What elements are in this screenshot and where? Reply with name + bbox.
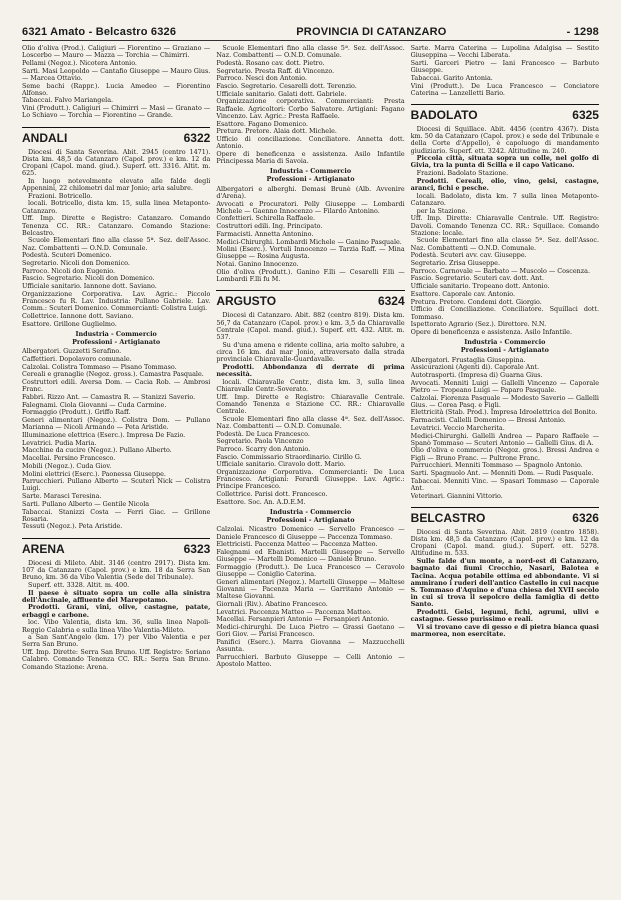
directory-entry: Esattore. Soc. An. A.D.E.M. xyxy=(216,497,306,506)
directory-entry: Esattore. Caporale cav. Antonio. xyxy=(410,289,516,298)
directory-entry: Podestà. De Luca Francesco. xyxy=(216,429,310,438)
town-description: Diocesi di Santa Severina. Abit. 2819 (centro 1858). Dista km. 48,5 da Catanzaro (Capol. prov.) e km. 12 da Cropani (Capol. mand. giud.). Superf. ett. 5278. Altitudine m. 533. xyxy=(410,527,599,558)
directory-entry: Confettieri. Schirella Raffaele. xyxy=(216,214,316,223)
directory-entry: Segretario. Paola Vincenzo xyxy=(216,437,304,446)
directory-entry: Cereali e granaglie (Negoz. gross.). Camastra Pasquale. xyxy=(22,370,204,379)
section-subheading: Professioni - Artigianato xyxy=(266,516,355,525)
section-heading: Industria - Commercio xyxy=(269,508,352,517)
town-heading xyxy=(216,290,404,308)
directory-entry: Uff. Imp. Dirette e Registro: Catanzaro. Comando Tenenza CC. RR.: Catanzaro. Comando Stazione: Belcastro. xyxy=(22,214,211,237)
directory-entry: Podestà. Scuteri Domenico. xyxy=(22,251,112,260)
directory-entry: Ufficiale sanitario. Tropeano dott. Antonio. xyxy=(410,282,550,291)
directory-entry: Costruttori edili. Aversa Dom. — Cacia Rob. — Ambrosi Franc. xyxy=(22,378,211,394)
town-description: Superf. ett. 3328. Altit. m. 400. xyxy=(28,580,130,589)
directory-entry: Esattore. Fagano Domenico. xyxy=(216,119,308,128)
directory-entry: Macchine da cucire (Negoz.). Pullano Alberto. xyxy=(22,446,172,455)
directory-entry: Ispettorato Agrario (Sez.). Direttore. N.N. xyxy=(410,320,547,329)
town-description: Scuole Elementari fino alla classe 4ª. Sez. dell'Assoc. Naz. Combattenti — O.N.D. Comunale. xyxy=(216,414,405,430)
town-heading xyxy=(411,507,599,525)
town-description: Su d'una amena e ridente collina, aria molto salubre, a circa 16 km. dal mar Jonio, attraversato dalla strada provinciale Chiaravalle-Guardavalle. xyxy=(216,340,405,364)
directory-entry: Calzolai. Fiorenza Pasquale — Modesto Saverio — Gallelli Gius. — Corea Pasq. e Figli. xyxy=(410,393,599,409)
town-code: 6322 xyxy=(183,130,211,145)
directory-entry: Segretario. Zrisa Giuseppe. xyxy=(410,259,501,268)
town-code: 6325 xyxy=(572,107,599,122)
directory-entry: Seme bachi (Rappr.). Lucia Amedeo — Fiorentino Alfonso. xyxy=(22,81,211,97)
directory-entry: Fascio. Commissario Straordinario. Cirillo G. xyxy=(216,452,362,461)
column-2 xyxy=(216,45,404,885)
town-description: Diocesi di Squillace. Abit. 4456 (centro 4367). Dista km. 50 da Catanzaro (Capol. prov.) e sede del Tribunale e della Corte d'Appello), è capoluogo di mandamento giudiziario. Superf. ett. 3242. Altitudine m. 240. xyxy=(410,124,599,155)
town-name: BADOLATO xyxy=(410,107,478,122)
directory-entry: Fascio. Segretario. Nicoli don Domenico. xyxy=(22,274,155,283)
directory-entry: Farmacisti. Callelli Domenico — Bressi Antonio. xyxy=(410,416,566,425)
directory-entry: Macellai. Persino Francesco. xyxy=(22,454,116,463)
directory-entry: Medici-Chirurghi. Gallelli Andrea — Paparo Raffaele — Spanò Tommaso — Scuteri Antonio — Gallelli Gius. di A. xyxy=(410,431,599,447)
directory-entry: Organizzazione Corporativa. Commercianti: De Luca Francesco. Artigiani: Ferardi Giuseppe. Lav. Agric.: Principe Francesco. xyxy=(216,468,405,491)
town-highlight: Prodotti. Cereali, olio, vino, gelsi, castagne, aranci, fichi e pesche. xyxy=(410,176,599,193)
town-name: ARGUSTO xyxy=(216,294,277,309)
directory-entry: Parroco. Carnovale — Barbato — Muscolo — Coscenza. xyxy=(410,266,590,275)
directory-entry: Ufficio di conciliazione. Conciliatore. Annetta dott. Antonio. xyxy=(216,134,405,151)
section-subheading: Professioni - Artigianato xyxy=(266,175,355,184)
directory-entry: Uff. Imp. Dirette e Registro: Chiaravalle Centrale. Comando Tenenza e Stazione CC. RR.: Chiaravalle Centrale. xyxy=(216,392,405,415)
directory-entry: Parrucchieri. Barbuto Giuseppe — Celli Antonio — Apostolo Matteo. xyxy=(216,652,405,669)
directory-entry: Levatrici. Pudia Maria. xyxy=(22,438,97,447)
header-left: 6321 Amato - Belcastro 6326 xyxy=(22,26,177,38)
directory-entry: Formaggio (Produtt.). De Luca Francesco — Ceravolo Giuseppe — Coniglio Caterina. xyxy=(216,563,405,579)
running-header xyxy=(22,26,599,41)
town-description: Scuole Elementari fino alla classe 5ª. Sez. dell'Assoc. Naz. Combattenti — O.N.D. Comunale. xyxy=(410,236,599,252)
directory-entry: Molini elettrici (Eserc.). Paonessa Giuseppe. xyxy=(22,469,166,478)
directory-entry: Ufficiale sanitario. Galati dott. Gabriele. xyxy=(216,89,347,98)
directory-entry: Levatrici. Veccio Marcherita. xyxy=(410,423,505,432)
town-name: BELCASTRO xyxy=(410,510,486,525)
directory-entry: Medici-Chirurghi. Lombardi Michele — Ganino Pasquale. xyxy=(216,237,402,246)
town-description: Scuole Elementari fino alla classe 5ª. Sez. dell'Assoc. Naz. Combattenti — O.N.D. Comunale. xyxy=(216,45,405,60)
directory-entry: Sarti. Pullano Alberto — Gentile Nicola xyxy=(22,499,150,508)
directory-entry: Farmacisti. Annetta Antonino. xyxy=(216,229,314,238)
directory-entry: Vini (Produtt.). Caligiuri — Chimirri — Masi — Granato — Lo Schiavo — Torchia — Fiorentino — Grande. xyxy=(22,104,211,120)
directory-entry: Ufficiale sanitario. Ciravolo dott. Mario. xyxy=(216,460,346,469)
directory-entry: Generi alimentari (Negoz.). Colistra Dom. — Pullano Marianna — Nicoli Armando — Peta Aristide. xyxy=(22,416,211,432)
town-description: locali. Botricello, dista km. 15, sulla linea Metaponto-Catanzaro. xyxy=(22,199,211,215)
directory-entry: Podestà. Scuteri avv. cav. Giuseppe. xyxy=(410,251,527,260)
directory-entry: Illuminazione elettrica (Eserc.). Impresa De Fazio. xyxy=(22,431,186,440)
town-highlight: Prodotti. Grani, vini, olive, castagne, patate, erbaggi e carbone. xyxy=(22,603,211,619)
town-description: a San Sant'Angelo (km. 17) per Vibo Valentia e per Serra San Bruno. xyxy=(22,633,211,649)
directory-entry: Podestà. Rosano cav. dott. Pietro. xyxy=(216,58,325,67)
town-description: Diocesi di Catanzaro. Abit. 882 (centro 819). Dista km. 56,7 da Catanzaro (Capol. prov.) e km. 3,5 da Chiaravalle Centrale (Capol. mand. giud.). Superf. ett. 432. Altit. m. 537. xyxy=(216,311,405,341)
town-description: locali. Chiaravalle Centr., dista km. 3, sulla linea Chiaravalle Centr.-Soverato. xyxy=(216,377,405,393)
town-description: per la Stazione. xyxy=(416,206,468,215)
town-heading xyxy=(22,538,210,556)
directory-entry: Parroco. Nesci don Antonio. xyxy=(216,74,307,83)
town-description: Diocesi di Santa Severina. Abit. 2945 (centro 1471). Dista km. 48,5 da Catanzaro (Capol. prov.) e km. 12 da Cropani (Capol. mand. giud.). Superf. ett. 3316. Altit. m. 625. xyxy=(22,147,211,178)
directory-entry: Opere di beneficenza e assistenza. Asilo Infantile. xyxy=(410,327,572,336)
town-heading xyxy=(411,104,599,122)
section-subheading: Professioni - Artigianato xyxy=(460,346,549,355)
town-description: Diocesi di Mileto. Abit. 3146 (centro 2917). Dista km. 107 da Catanzaro (Capol. prov.) e km. 18 da Serra San Bruno, km. 36 da Vibo Valentia (Sede del Tribunale). xyxy=(22,558,211,582)
directory-entry: Pretura. Pretore. Condemi dott. Giorgio. xyxy=(410,297,542,306)
directory-entry: Mobili (Negoz.). Cuda Giov. xyxy=(22,461,112,470)
directory-entry: Tabaccai. Falvo Mariangela. xyxy=(22,96,114,105)
directory-entry: Sarte. Marasci Teresina. xyxy=(22,492,102,501)
directory-entry: Assicurazioni (Agenti di). Caporale Ant. xyxy=(410,363,540,372)
town-highlight: Sulle falde d'un monte, a nord-est di Catanzaro, bagnato dai fiumi Crocchio, Nasari, Balotea e Tacina. Acqua potabile ottima ed abbondante. Vi si ammirano i ruderi dell'antico Castello in cui nacque S. Tommaso d'Aquino e d'una chiesa del XVII secolo in cui si trova il sepolcro della famiglia di detto Santo. xyxy=(410,557,599,609)
directory-entry: Sarti. Garceri Pietro — Iani Francesco — Barbuto Giuseppe. xyxy=(410,58,599,75)
directory-entry: Olio d'oliva e commercio (Negoz. gros.). Bressi Andrea e Figli — Bruno Franc. — Pultrone Franc. xyxy=(410,446,599,462)
town-description: Frazioni. Botricello. xyxy=(28,191,93,200)
section-heading: Industria - Commercio xyxy=(269,167,352,176)
directory-entry: Parroco. Scarry don Antonio. xyxy=(216,444,311,453)
section-heading: Industria - Commercio xyxy=(464,338,546,347)
header-right: - 1298 xyxy=(566,26,599,38)
directory-entry: Molini (Eserc.). Vortuli Innocenzo — Tarzia Raff. — Mina Giuseppe — Rosina Augusta. xyxy=(216,245,405,261)
directory-entry: Panifici (Eserc.). Marra Giovanna — Mazzucchelli Assunta. xyxy=(216,638,405,654)
directory-entry: Pretura. Pretore. Alaia dott. Michele. xyxy=(216,127,337,136)
directory-entry: Generi alimentari (Negoz.). Martelli Giuseppe — Maltese Giovanni — Pacenza Maria — Garritano Antonio — Maltese Giovanni. xyxy=(216,577,405,601)
town-highlight: Il paese è situato sopra un colle alla sinistra dell'Ancinale, affluente del Marepotamo. xyxy=(22,588,211,604)
directory-entry: Fascio. Segretario. Scuteri cav. dott. Ant. xyxy=(410,274,544,283)
directory-entry: Segretario. Nicoli don Domenico. xyxy=(22,259,130,268)
town-code: 6323 xyxy=(183,541,211,556)
directory-entry: Albergatori. Frustaglia Giuseppina. xyxy=(410,355,526,364)
town-name: ANDALI xyxy=(22,130,68,145)
directory-entry: Tabaccai. Menniti Vinc. — Spasari Tommaso — Caporale Ant. xyxy=(410,476,599,492)
directory-entry: Calzolai. Colistra Tommaso — Pisano Tommaso. xyxy=(22,362,177,371)
directory-entry: Sarti. Masi Leopoldo — Cantafio Giuseppe — Mauro Gius. — Marcea Ottavio. xyxy=(22,66,211,82)
town-description: loc. Vibo Valentia, dista km. 36, sulla linea Napoli-Reggio Calabria e sulla linea Vibo Valentia-Mileto. xyxy=(22,618,211,634)
header-center: PROVINCIA DI CATANZARO xyxy=(296,26,447,38)
directory-entry: Collettrice. Iannone dott. Saviano. xyxy=(22,312,134,320)
town-highlight: Piccola città, situata sopra un colle, nel golfo di Givia, tra la punta di Scilla e il capo Vaticano. xyxy=(410,154,599,170)
directory-entry: Parrucchieri. Menniti Tommaso — Spagnolo Antonio. xyxy=(410,461,583,470)
directory-entry: Albergatori. Guzzetti Serafino. xyxy=(22,347,122,356)
section-heading: Industria - Commercio xyxy=(75,329,157,338)
town-code: 6326 xyxy=(572,510,599,525)
directory-entry: Tessuti (Negoz.). Peta Aristide. xyxy=(22,522,123,531)
directory-entry: Avvocati. Menniti Luigi — Gallelli Vincenzo — Caporale Pietro — Tropeano Luigi — Paparo Pasquale. xyxy=(410,378,599,394)
directory-entry: Uff. Imp. Dirette: Serra San Bruno. Uff. Registro: Soriano Calabro. Comando Tenenza CC. RR.: Serra San Bruno. Comando Stazione: Arena. xyxy=(22,648,211,671)
directory-entry: Autotrasporti. (Impresa di) Guarna Gius. xyxy=(410,370,543,379)
directory-entry: Falegnami. Ciola Giovanni — Cuda Carmine. xyxy=(22,400,167,409)
directory-entry: Uff. Imp. Dirette: Chiaravalle Centrale. Uff. Registro: Davoli. Comando Tenenza CC. RR.: Squillace. Comando Stazione: locale. xyxy=(410,214,599,237)
directory-entry: Ufficio di Conciliazione. Conciliatore. Squillaci dott. Tommaso. xyxy=(410,305,599,321)
column-1 xyxy=(22,45,210,885)
town-description: locali. Badolato, dista km. 7 sulla linea Metaponto-Catanzaro. xyxy=(410,191,599,207)
directory-entry: Calzolai. Nicastro Domenico — Servello Francesco — Daniele Francesco di Giuseppe — Paccenza Tommaso. xyxy=(216,525,405,541)
directory-entry: Ufficiale sanitario. Iannone dott. Saviano. xyxy=(22,282,157,291)
directory-entry: Esattore. Grillone Guglielmo. xyxy=(22,319,117,328)
column-3 xyxy=(411,45,599,885)
directory-entry: Segretario. Presta Raff. di Vincenzo. xyxy=(216,66,335,75)
directory-entry: Olio d'oliva (Produtt.). Ganino F.lli — Cesarelli F.lli — Lombardi F.lli fu M. xyxy=(216,267,405,284)
directory-entry: Sarti. Spagnuolo Ant. — Menniti Dom. — Rudi Pasquale. xyxy=(410,469,594,478)
directory-entry: Costruttori edili. Ing. Principato. xyxy=(216,222,323,231)
directory-entry: Albergatori e alberghi. Demasi Brunè (Alb. Avvenire d'Arena). xyxy=(216,184,405,200)
town-description: In luogo notevolmente elevato alle falde degli Appennini, 22 chilometri dal mar Jonio; aria salubre. xyxy=(22,176,211,193)
directory-entry: Olio d'oliva (Prod.). Caligiuri — Fiorentino — Graziano — Loscerbo — Mauro — Mazza — Torchia — Chimirri. xyxy=(22,45,211,60)
town-description: Scuole Elementari fino alla classe 5ª. Sez. dell'Assoc. Naz. Combattenti — O.N.D. Comunale. xyxy=(22,236,211,252)
directory-entry: Medici-chirurghi. De Luca Pietro — Grassi Gaetano — Gori Giov. — Parisi Francesco. xyxy=(216,623,405,639)
directory-entry: Parrucchieri. Pullano Alberto — Scuteri Nick — Colistra Luigi. xyxy=(22,477,211,493)
directory-entry: Organizzazione Corporativa. Lav. Agric.: Piccolo Francesco fu R. Lav. Industria: Pullano Gabriele. Lav. Comm.: Scuteri Domenico. Commercianti: Colistra Luigi. xyxy=(22,289,211,313)
directory-entry: Elettricisti. Paccenza Matteo — Paccenza Matteo. xyxy=(216,540,378,549)
directory-entry: Parroco. Nicoli don Eugenio. xyxy=(22,266,116,275)
town-name: ARENA xyxy=(22,541,65,556)
directory-entry: Fascio. Segretario. Cesarelli dott. Terenzio. xyxy=(216,82,357,91)
directory-entry: Sarte. Marra Caterina — Lupolina Adalgisa — Sestito Giuseppina — Vecchi Liberata. xyxy=(410,45,599,60)
directory-entry: Giornali (Riv.). Abatino Francesco. xyxy=(216,600,328,609)
directory-entry: Caffettieri. Dopolavoro comunale. xyxy=(22,355,132,364)
directory-entry: Veterinari. Giannini Vittorio. xyxy=(410,491,503,500)
directory-entry: Macellai. Fersanpieri Antonio — Fersanpieri Antonio. xyxy=(216,615,390,624)
town-description: Frazioni. Badolato Stazione. xyxy=(416,169,509,178)
directory-entry: Organizzazione corporativa. Commercianti: Presta Raffaele. Agricoltori: Corbo Salvatore. Artigiani: Fagano Vincenzo. Lav. Agric.: Presta Raffaele. xyxy=(216,97,405,120)
directory-entry: Pellami (Negoz.). Nicotera Antonio. xyxy=(22,58,137,67)
town-code: 6324 xyxy=(377,294,405,309)
directory-entry: Vini (Produtt.). De Luca Francesco — Conciatore Caterina — Lanzelletti Bario. xyxy=(410,81,599,97)
directory-entry: Avvocati e Procuratori. Pelly Giuseppe — Lombardi Michele — Gaenno Innocenzo — Filardo Antonino. xyxy=(216,199,405,215)
directory-entry: Notai. Ganino Innocenzo. xyxy=(216,260,299,269)
directory-entry: Elettricità (Stab. Prod.). Impresa Idroelettrica del Bonito. xyxy=(410,408,598,417)
directory-entry: Formaggio (Produtt.). Griffo Raff. xyxy=(22,408,131,417)
town-highlight: Prodotti. Gelsi, legumi, fichi, agrumi, ulivi e castagne. Gesso purissimo e reali. xyxy=(410,608,599,624)
town-highlight: Vi si trovano cave di gesso e di pietra bianca quasi marmorea, non esercitate. xyxy=(410,623,599,639)
directory-entry: Fabbri. Rizzo Ant. — Camastra R. — Stanizzi Saverio. xyxy=(22,393,196,402)
town-highlight: Prodotti. Abbondanza di derrate di prima necessità. xyxy=(216,362,405,378)
directory-entry: Tabaccai. Stanizzi Costa — Ferri Giac. — Grillone Rosaria. xyxy=(22,507,211,523)
directory-entry: Opere di beneficenza e assistenza. Asilo Infantile Principessa Maria di Savoia. xyxy=(216,149,405,166)
directory-entry: Collettrice. Parisi dott. Francesco. xyxy=(216,490,328,499)
town-heading xyxy=(22,127,210,145)
directory-entry: Falegnami ed Ebanisti. Martelli Giuseppe — Servello Giuseppe — Martelli Domenico — Daniele Bruno. xyxy=(216,548,405,564)
directory-entry: Levatrici. Paccenza Matteo — Paccenza Matteo. xyxy=(216,607,372,616)
directory-entry: Tabaccai. Garito Antonia. xyxy=(410,73,493,82)
columns xyxy=(22,45,599,885)
section-subheading: Professioni - Artigianato xyxy=(72,338,161,347)
